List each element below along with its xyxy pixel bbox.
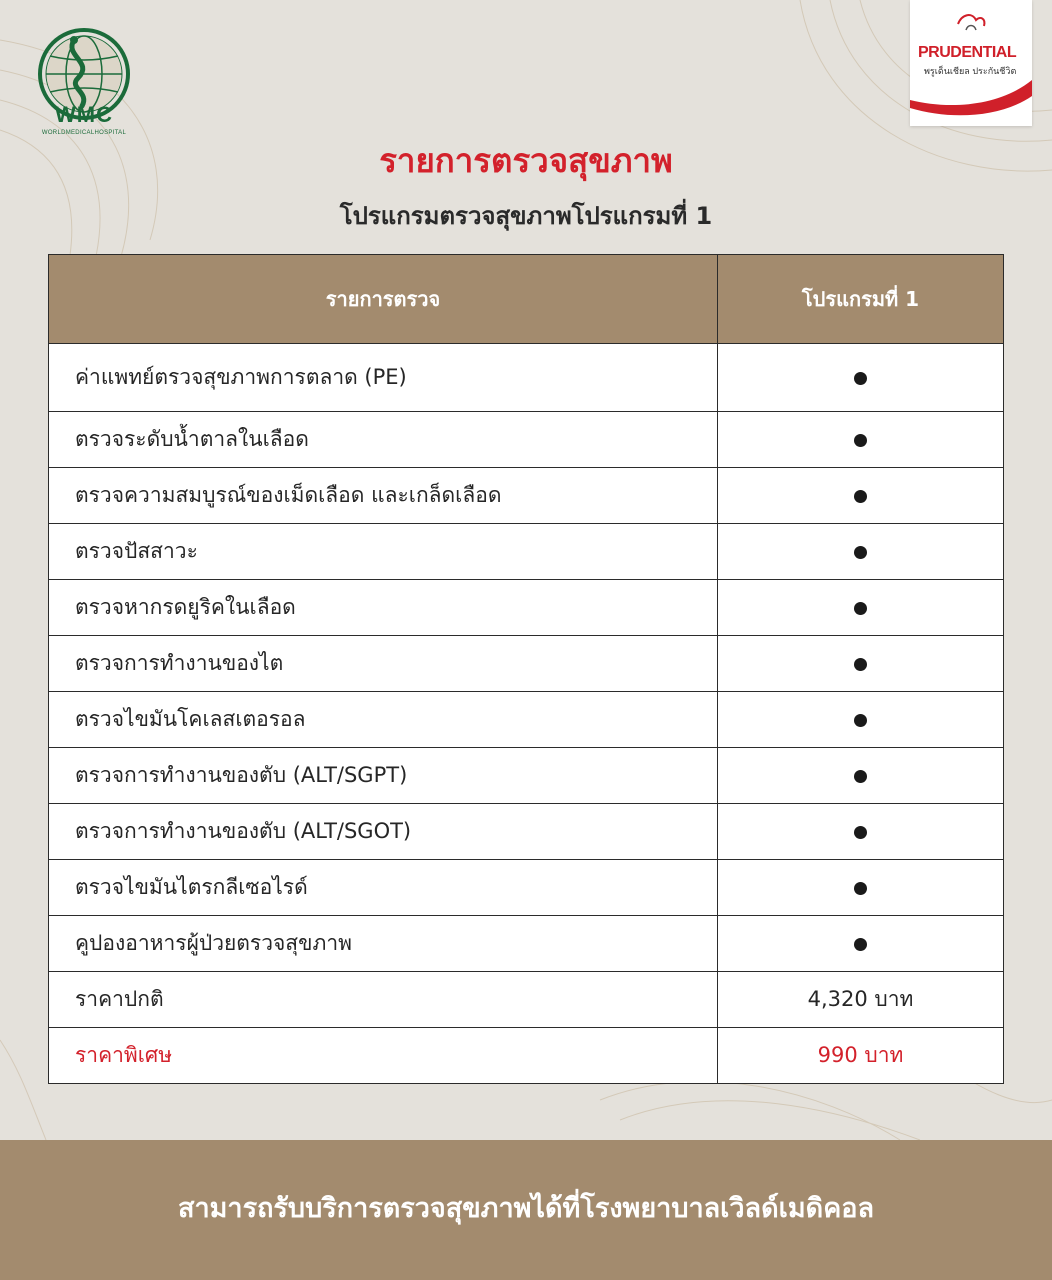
footer-banner [0,1140,1052,1280]
prudential-thai-name: พรูเด็นเชียล ประกันชีวิต [924,66,1017,76]
included-cell [718,412,1004,468]
table-row [49,916,1004,972]
table-row [49,748,1004,804]
regular-price-row [49,972,1004,1028]
included-dot-icon [854,826,867,839]
included-dot-icon [854,658,867,671]
page-title: รายการตรวจสุขภาพ [379,141,673,180]
table-row [49,580,1004,636]
page-subtitle: โปรแกรมตรวจสุขภาพโปรแกรมที่ 1 [339,202,713,230]
regular-price-value: 4,320 บาท [718,972,1004,1028]
included-cell [718,860,1004,916]
included-dot-icon [854,490,867,503]
table-row [49,524,1004,580]
included-cell [718,692,1004,748]
table-row [49,636,1004,692]
included-cell [718,804,1004,860]
wmc-logo [24,26,144,146]
exam-item: คูปองอาหารผู้ป่วยตรวจสุขภาพ [49,916,718,972]
included-cell [718,468,1004,524]
special-price-row [49,1028,1004,1084]
exam-item: ตรวจไขมันโคเลสเตอรอล [49,692,718,748]
included-cell [718,580,1004,636]
exam-item: ตรวจปัสสาวะ [49,524,718,580]
special-price-label: ราคาพิเศษ [49,1028,718,1084]
included-dot-icon [854,546,867,559]
exam-item: ตรวจการทำงานของตับ (ALT/SGPT) [49,748,718,804]
regular-price-label: ราคาปกติ [49,972,718,1028]
prudential-logo [910,0,1032,126]
checkup-table [48,254,1004,1084]
included-dot-icon [854,770,867,783]
exam-item: ตรวจหากรดยูริคในเลือด [49,580,718,636]
table-row [49,860,1004,916]
included-cell [718,636,1004,692]
included-dot-icon [854,882,867,895]
table-row [49,692,1004,748]
exam-item: ตรวจระดับน้ำตาลในเลือด [49,412,718,468]
wmc-logo-subtext: WORLDMEDICALHOSPITAL [41,130,127,136]
special-price-value: 990 บาท [718,1028,1004,1084]
table-row [49,344,1004,412]
included-dot-icon [854,714,867,727]
included-dot-icon [854,372,867,385]
table-row [49,468,1004,524]
included-cell [718,748,1004,804]
included-dot-icon [854,938,867,951]
included-cell [718,344,1004,412]
prudential-emblem-icon [910,0,1032,126]
exam-item: ตรวจการทำงานของไต [49,636,718,692]
table-header-row [49,255,1004,344]
exam-item: ตรวจไขมันไตรกลีเซอไรด์ [49,860,718,916]
included-cell [718,916,1004,972]
exam-item: ตรวจการทำงานของตับ (ALT/SGOT) [49,804,718,860]
prudential-name: PRUDENTIAL [918,44,1017,61]
column-header-item: รายการตรวจ [49,255,718,344]
exam-item: ตรวจความสมบูรณ์ของเม็ดเลือด และเกล็ดเลือด [49,468,718,524]
wmc-logo-text: WMC [55,102,113,127]
exam-item: ค่าแพทย์ตรวจสุขภาพการตลาด (PE) [49,344,718,412]
included-cell [718,524,1004,580]
column-header-program: โปรแกรมที่ 1 [718,255,1004,344]
table-row [49,804,1004,860]
footer-text: สามารถรับบริการตรวจสุขภาพได้ที่โรงพยาบาลเวิลด์เมดิคอล [177,1193,875,1224]
included-dot-icon [854,434,867,447]
included-dot-icon [854,602,867,615]
table-row [49,412,1004,468]
